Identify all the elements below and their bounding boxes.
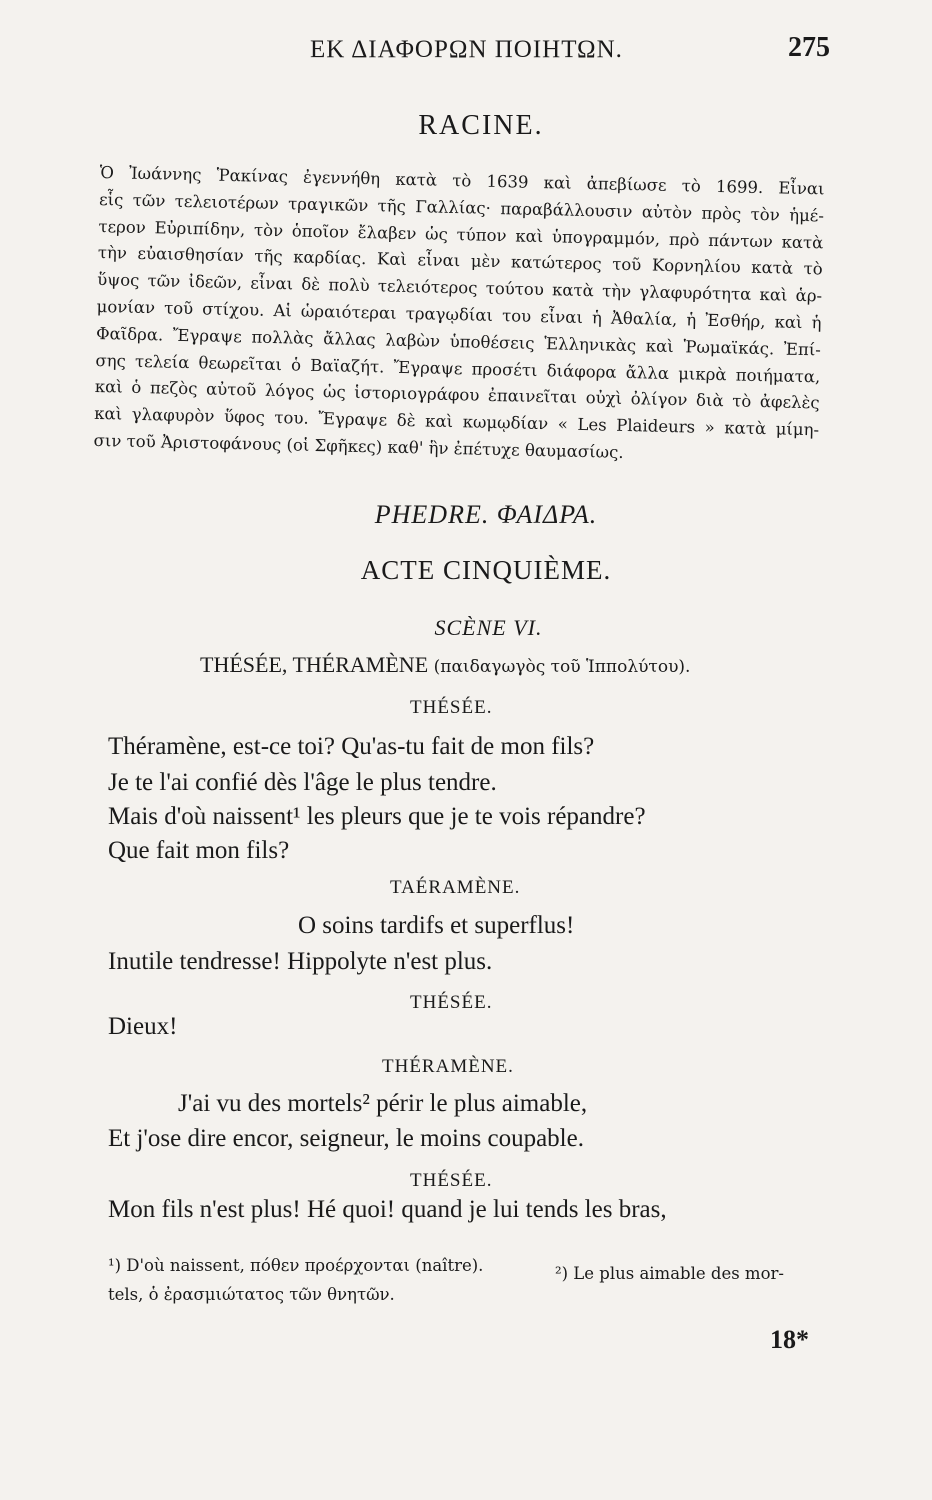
verse-line: J'ai vu des mortels² périr le plus aimable, bbox=[178, 1090, 588, 1117]
act-title: ACTE CINQUIÈME. bbox=[360, 555, 612, 585]
play-title: PHEDRE. ΦΑΙΔΡΑ. bbox=[374, 500, 598, 529]
characters-names: THÉSÉE, THÉRAMÈNE bbox=[200, 652, 429, 677]
footnote-2: ²) Le plus aimable des mor- bbox=[555, 1264, 784, 1283]
verse-line: O soins tardifs et superflus! bbox=[298, 912, 575, 939]
bio-line: ὕψος τῶν ἰδεῶν, εἶναι δὲ πολὺ τελειότερος τούτου κατὰ τὴν γλαφυρότητα καὶ ἁρ- bbox=[97, 270, 823, 306]
verse-line: Que fait mon fils? bbox=[108, 837, 290, 864]
author-biography bbox=[93, 160, 825, 471]
printer-signature-mark: 18* bbox=[770, 1325, 809, 1354]
bio-line: εἷς τῶν τελειοτέρων τραγικῶν τῆς Γαλλίας· παραβάλλουσιν αὐτὸν πρὸς τὸν ἡμέ- bbox=[98, 189, 825, 226]
verse-line: Inutile tendresse! Hippolyte n'est plus. bbox=[108, 948, 493, 975]
verse-line: Mon fils n'est plus! Hé quoi! quand je lui tends les bras, bbox=[108, 1196, 667, 1223]
speaker-label: THÉRAMÈNE. bbox=[382, 1056, 514, 1077]
bio-line: σης τελεία θεωρεῖται ὁ Βαϊαζήτ. Ἔγραψε προσέτι διάφορα ἄλλα μικρὰ ποιήματα, bbox=[95, 350, 821, 386]
bio-line: τὴν εὐαισθησίαν τῆς καρδίας. Καὶ εἶναι μὲν κατώτερος τοῦ Κορνηλίου κατὰ τὸ bbox=[97, 243, 823, 279]
verse-line: Et j'ose dire encor, seigneur, le moins coupable. bbox=[108, 1125, 584, 1152]
author-heading: RACINE. bbox=[418, 110, 544, 141]
verse-line: Je te l'ai confié dès l'âge le plus tendre. bbox=[108, 769, 497, 796]
running-title: ΕΚ ΔΙΑΦΟΡΩΝ ΠΟΙΗΤΩΝ. bbox=[310, 36, 623, 63]
footnote-1: ¹) D'où naissent, πόθεν προέρχονται (naître). bbox=[108, 1256, 484, 1275]
characters-line bbox=[200, 652, 690, 678]
page-header bbox=[100, 28, 840, 68]
page-number: 275 bbox=[788, 32, 830, 63]
bio-line: καὶ ὁ πεζὸς αὐτοῦ λόγος ὡς ἱστοριογράφου ἐπαινεῖται οὐχὶ ὀλίγον διὰ τὸ ἀφελὲς bbox=[94, 377, 820, 413]
bio-line: μονίαν τοῦ στίχου. Αἱ ὡραιότεραι τραγῳδίαι του εἶναι ἡ Ἀθαλία, ἡ Ἐσθήρ, καὶ ἡ bbox=[96, 296, 822, 333]
bio-line: καὶ γλαφυρὸν ὕφος του. Ἔγραψε δὲ καὶ κωμῳδίαν « Les Plaideurs » κατὰ μίμη- bbox=[94, 404, 820, 440]
verse-line: Mais d'où naissent¹ les pleurs que je te vois répandre? bbox=[108, 803, 646, 830]
characters-note: (παιδαγωγὸς τοῦ Ἱππολύτου). bbox=[433, 657, 691, 677]
speaker-label: TAÉRAMÈNE. bbox=[390, 877, 521, 898]
verse-line: Dieux! bbox=[108, 1013, 178, 1040]
speaker-label: THÉSÉE. bbox=[410, 992, 493, 1013]
speaker-label: THÉSÉE. bbox=[410, 697, 493, 718]
footnote-continuation: tels, ὁ ἐρασμιώτατος τῶν θνητῶν. bbox=[108, 1285, 395, 1304]
scene-title: SCÈNE VI. bbox=[434, 615, 543, 640]
verse-line: Théramène, est-ce toi? Qu'as-tu fait de mon fils? bbox=[108, 733, 595, 760]
bio-line: τερον Εὐριπίδην, τὸν ὁποῖον ἔλαβεν ὡς τύπον καὶ ὑπογραμμόν, πρὸ πάντων κατὰ bbox=[98, 216, 824, 253]
bio-line: σιν τοῦ Ἀριστοφάνους (οἱ Σφῆκες) καθ' ἣν ἐπέτυχε θαυμασίως. bbox=[93, 430, 624, 462]
speaker-label: THÉSÉE. bbox=[410, 1170, 493, 1191]
bio-line: Ὁ Ἰωάννης Ῥακίνας ἐγεννήθη κατὰ τὸ 1639 καὶ ἀπεβίωσε τὸ 1699. Εἶναι bbox=[99, 162, 825, 199]
bio-line: Φαῖδρα. Ἔγραψε πολλὰς ἄλλας λαβὼν ὑποθέσεις Ἑλληνικὰς καὶ Ῥωμαϊκάς. Ἐπί- bbox=[95, 323, 822, 360]
